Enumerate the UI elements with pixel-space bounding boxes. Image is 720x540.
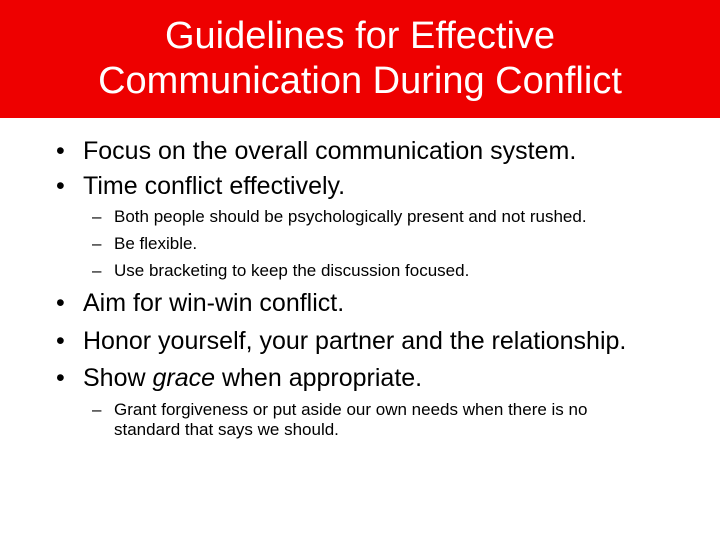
sub-bullet-text: Use bracketing to keep the discussion focused. [114,261,470,280]
bullet-text: Focus on the overall communication system. [83,137,577,165]
bullet-mark: • [56,172,65,200]
sub-bullet-text: Be flexible. [114,234,198,253]
bullet-text [83,363,422,393]
title-line-2: Communication During Conflict [98,60,622,102]
bullet-mark: • [56,327,65,355]
bullet-mark: • [56,137,65,165]
dash-mark: – [92,207,102,226]
dash-mark: – [92,261,102,280]
bullet-text: Honor yourself, your partner and the relationship. [83,327,627,355]
bullet-mark: • [56,289,65,317]
bullet-text-post: when appropriate. [215,364,423,392]
title-line-1: Guidelines for Effective [164,15,556,57]
dash-mark: – [92,400,102,419]
bullet-mark: • [56,364,65,392]
sub-bullet-line-1: Grant forgiveness or put aside our own needs when there is no [114,400,588,419]
bullet-text: Aim for win-win conflict. [83,289,345,317]
sub-bullet-text: Both people should be psychologically present and not rushed. [114,207,587,226]
bullet-text: Time conflict effectively. [83,172,346,200]
emphasis-grace: grace [152,364,216,392]
dash-mark: – [92,234,102,253]
bullet-text-pre: Show [83,364,153,392]
sub-bullet-line-2: standard that says we should. [114,420,339,439]
sub-bullet-text [114,400,587,440]
